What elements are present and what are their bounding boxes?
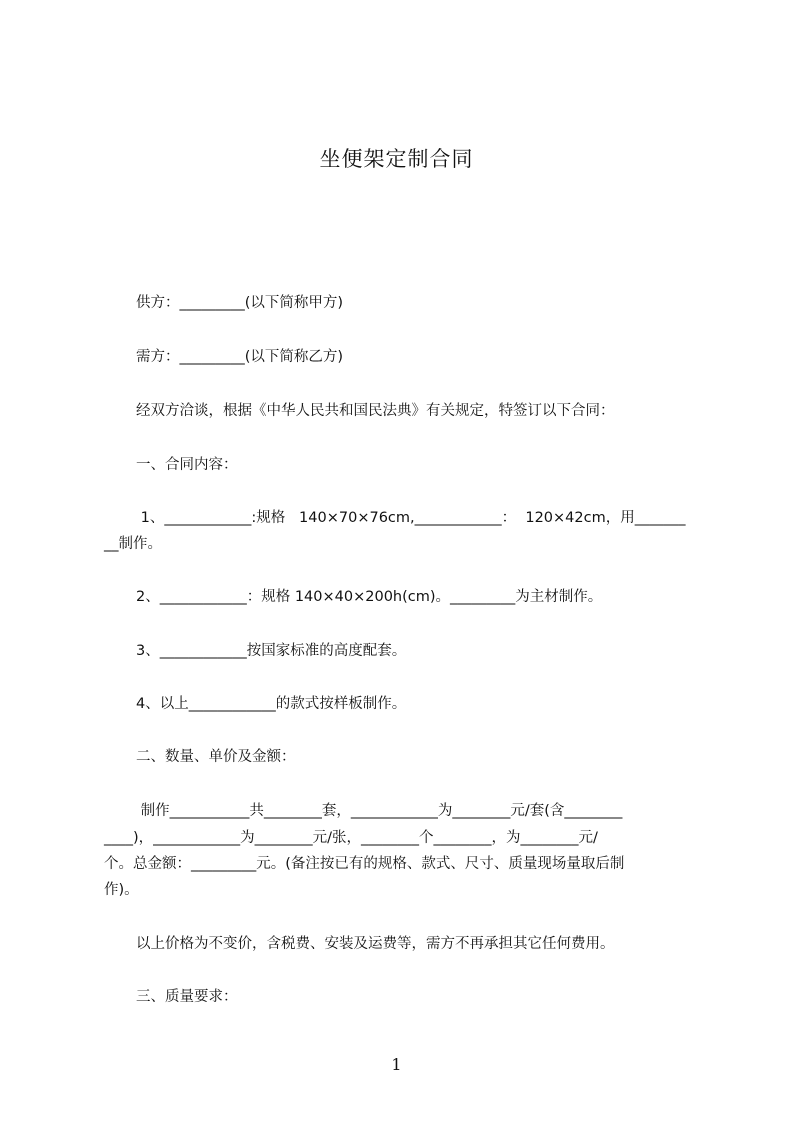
preamble-paragraph: 经双方洽谈，根据《中华人民共和国民法典》有关规定，特签订以下合同： <box>136 403 615 419</box>
pricing-line4: 作)。 <box>104 882 139 898</box>
pricing-line2: ____)，____________为________元/张，________个________，为________元/ <box>104 830 598 846</box>
supplier-line: 供方：_________(以下简称甲方) <box>136 295 344 311</box>
item1-line1: 1、____________:规格 140×70×76cm,____________： 120×42cm，用_______ <box>136 510 686 526</box>
document-title: 坐便架定制合同 <box>319 147 474 171</box>
item2-line: 2、____________：规格 140×40×200h(cm)。_________为主材制作。 <box>136 589 603 605</box>
section1-heading: 一、合同内容： <box>136 457 238 473</box>
section3-heading: 三、质量要求： <box>136 989 238 1005</box>
pricing-line3: 个。总金额：_________元。(备注按已有的规格、款式、尺寸、质量现场量取后制 <box>104 856 625 872</box>
pricing-line1: 制作___________共________套，____________为________元/套(含________ <box>136 803 623 819</box>
item1-line2: __制作。 <box>104 536 162 552</box>
item4-line: 4、以上____________的款式按样板制作。 <box>136 696 407 712</box>
section2-heading: 二、数量、单价及金额： <box>136 749 296 765</box>
item3-line: 3、____________按国家标准的高度配套。 <box>136 643 407 659</box>
price-note-paragraph: 以上价格为不变价，含税费、安装及运费等，需方不再承担其它任何费用。 <box>136 936 615 952</box>
buyer-line: 需方：_________(以下简称乙方) <box>136 349 344 365</box>
page-number: 1 <box>391 1055 402 1074</box>
